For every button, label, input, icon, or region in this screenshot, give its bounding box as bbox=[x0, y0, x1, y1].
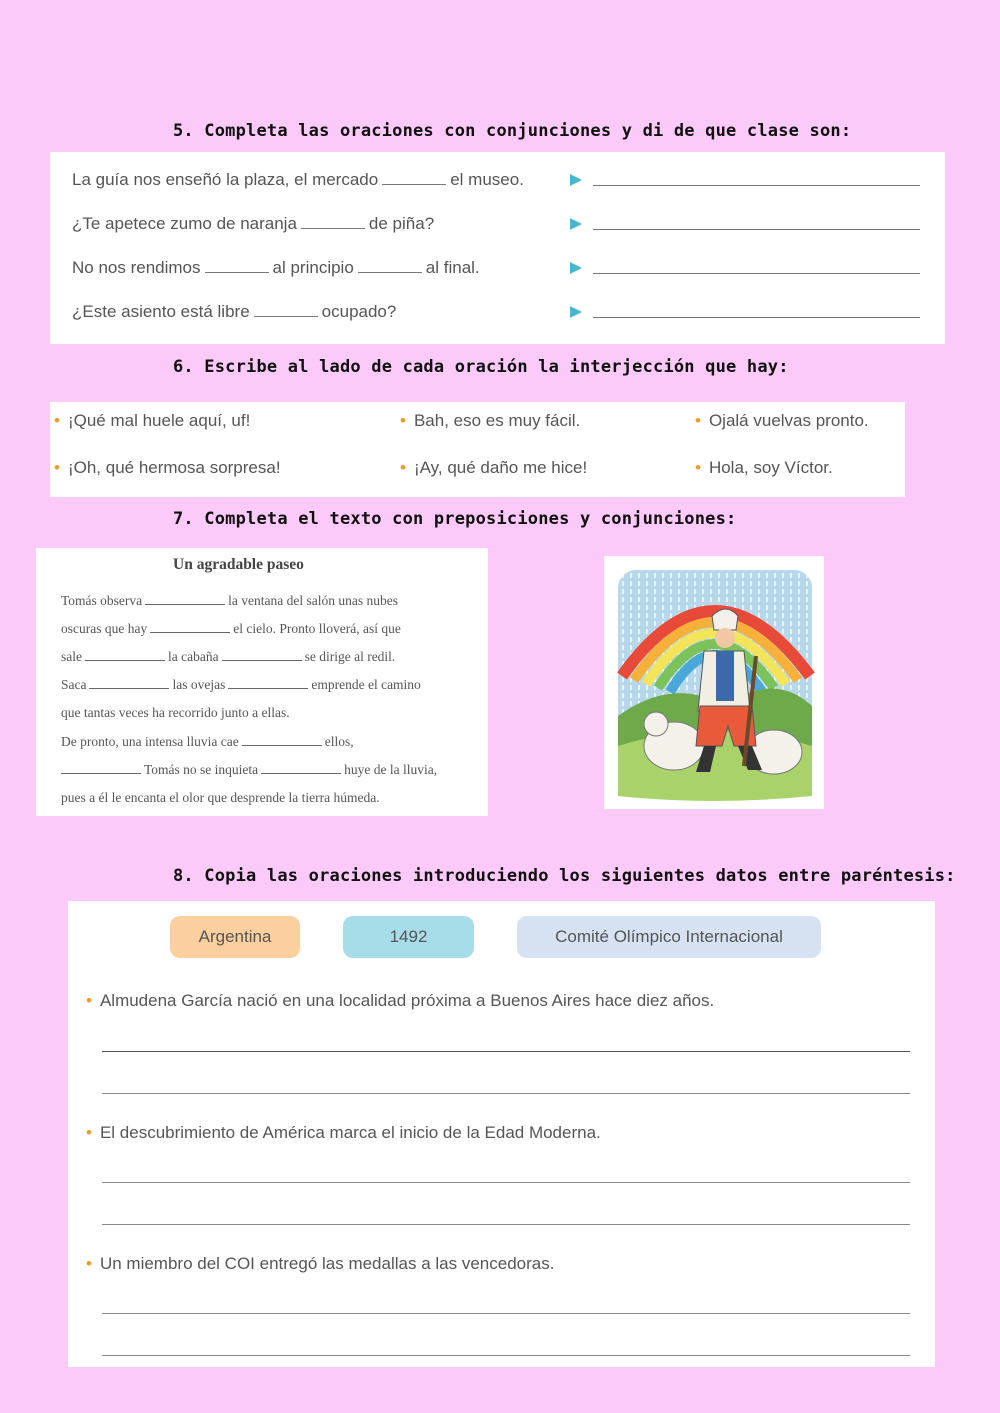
bullet-icon: • bbox=[86, 1123, 92, 1142]
blank[interactable] bbox=[145, 604, 225, 605]
story-title: Un agradable paseo bbox=[173, 556, 304, 573]
writing-line[interactable] bbox=[102, 1093, 910, 1094]
story-line-7: Tomás no se inquieta huye de la lluvia, bbox=[61, 762, 437, 778]
exercise-7-heading: 7. Completa el texto con preposiciones y conjunciones: bbox=[173, 509, 737, 529]
story-line-8: pues a él le encanta el olor que desprende la tierra húmeda. bbox=[61, 790, 380, 805]
answer-line[interactable] bbox=[593, 273, 920, 274]
ex8-sentence-1: • Almudena García nació en una localidad próxima a Buenos Aires hace diez años. bbox=[86, 991, 715, 1010]
story-line-5: que tantas veces ha recorrido junto a ellas. bbox=[61, 705, 290, 720]
blank[interactable] bbox=[89, 688, 169, 689]
shepherd-illustration bbox=[604, 556, 824, 809]
answer-line[interactable] bbox=[593, 185, 920, 186]
answer-line[interactable] bbox=[593, 317, 920, 318]
bullet-icon: • bbox=[695, 458, 701, 477]
writing-line[interactable] bbox=[102, 1182, 910, 1183]
ex8-sentence-3: • Un miembro del COI entregó las medallas a las vencedoras. bbox=[86, 1254, 555, 1273]
writing-line[interactable] bbox=[102, 1224, 910, 1225]
answer-line[interactable] bbox=[593, 229, 920, 230]
exercise-8-heading: 8. Copia las oraciones introduciendo los siguientes datos entre paréntesis: bbox=[173, 866, 956, 886]
bullet-icon: • bbox=[86, 991, 92, 1010]
ex8-sentence-2: • El descubrimiento de América marca el inicio de la Edad Moderna. bbox=[86, 1123, 601, 1142]
interjection-item: • ¡Ay, qué daño me hice! bbox=[400, 458, 588, 477]
chip-1492: 1492 bbox=[343, 916, 474, 958]
arrow-icon bbox=[570, 174, 582, 186]
chip-argentina: Argentina bbox=[170, 916, 300, 958]
bullet-icon: • bbox=[54, 458, 60, 477]
exercise-7-text-panel bbox=[36, 548, 488, 816]
blank[interactable] bbox=[358, 271, 422, 273]
story-line-6: De pronto, una intensa lluvia cae ellos, bbox=[61, 734, 354, 749]
arrow-icon bbox=[570, 306, 582, 318]
ex5-sentence-4: ¿Este asiento está libre ocupado? bbox=[72, 302, 397, 321]
blank[interactable] bbox=[228, 688, 308, 689]
writing-line[interactable] bbox=[102, 1355, 910, 1356]
blank[interactable] bbox=[254, 315, 318, 317]
blank[interactable] bbox=[61, 773, 141, 774]
exercise-8-panel bbox=[68, 901, 935, 1367]
chip-coi: Comité Olímpico Internacional bbox=[517, 916, 821, 958]
story-line-2: oscuras que hay el cielo. Pronto lloverá, así que bbox=[61, 621, 401, 636]
bullet-icon: • bbox=[400, 411, 406, 430]
interjection-item: • ¡Oh, qué hermosa sorpresa! bbox=[54, 458, 281, 477]
interjection-item: • Hola, soy Víctor. bbox=[695, 458, 833, 477]
shepherd-rainbow-icon bbox=[604, 556, 824, 809]
blank[interactable] bbox=[242, 745, 322, 746]
writing-line[interactable] bbox=[102, 1313, 910, 1314]
writing-line[interactable] bbox=[102, 1051, 910, 1052]
exercise-6-heading: 6. Escribe al lado de cada oración la interjección que hay: bbox=[173, 357, 789, 377]
ex5-sentence-2: ¿Te apetece zumo de naranja de piña? bbox=[72, 214, 435, 233]
exercise-6-panel bbox=[50, 402, 905, 497]
arrow-icon bbox=[570, 218, 582, 230]
blank[interactable] bbox=[205, 271, 269, 273]
interjection-item: • Ojalá vuelvas pronto. bbox=[695, 411, 869, 430]
story-line-4: Saca las ovejas emprende el camino bbox=[61, 677, 421, 692]
blank[interactable] bbox=[222, 660, 302, 661]
blank[interactable] bbox=[85, 660, 165, 661]
blank[interactable] bbox=[150, 632, 230, 633]
exercise-5-heading: 5. Completa las oraciones con conjunciones y di de que clase son: bbox=[173, 121, 852, 141]
ex5-sentence-1: La guía nos enseñó la plaza, el mercado el museo. bbox=[72, 170, 524, 189]
blank[interactable] bbox=[301, 227, 365, 229]
exercise-5-panel bbox=[50, 152, 945, 344]
bullet-icon: • bbox=[400, 458, 406, 477]
blank[interactable] bbox=[382, 183, 446, 185]
story-line-3: sale la cabaña se dirige al redil. bbox=[61, 649, 396, 664]
bullet-icon: • bbox=[86, 1254, 92, 1273]
story-line-1: Tomás observa la ventana del salón unas nubes bbox=[61, 593, 398, 608]
ex5-sentence-3: No nos rendimos al principio al final. bbox=[72, 258, 480, 277]
bullet-icon: • bbox=[695, 411, 701, 430]
blank[interactable] bbox=[261, 773, 341, 774]
arrow-icon bbox=[570, 262, 582, 274]
interjection-item: • ¡Qué mal huele aquí, uf! bbox=[54, 411, 251, 430]
bullet-icon: • bbox=[54, 411, 60, 430]
interjection-item: • Bah, eso es muy fácil. bbox=[400, 411, 581, 430]
